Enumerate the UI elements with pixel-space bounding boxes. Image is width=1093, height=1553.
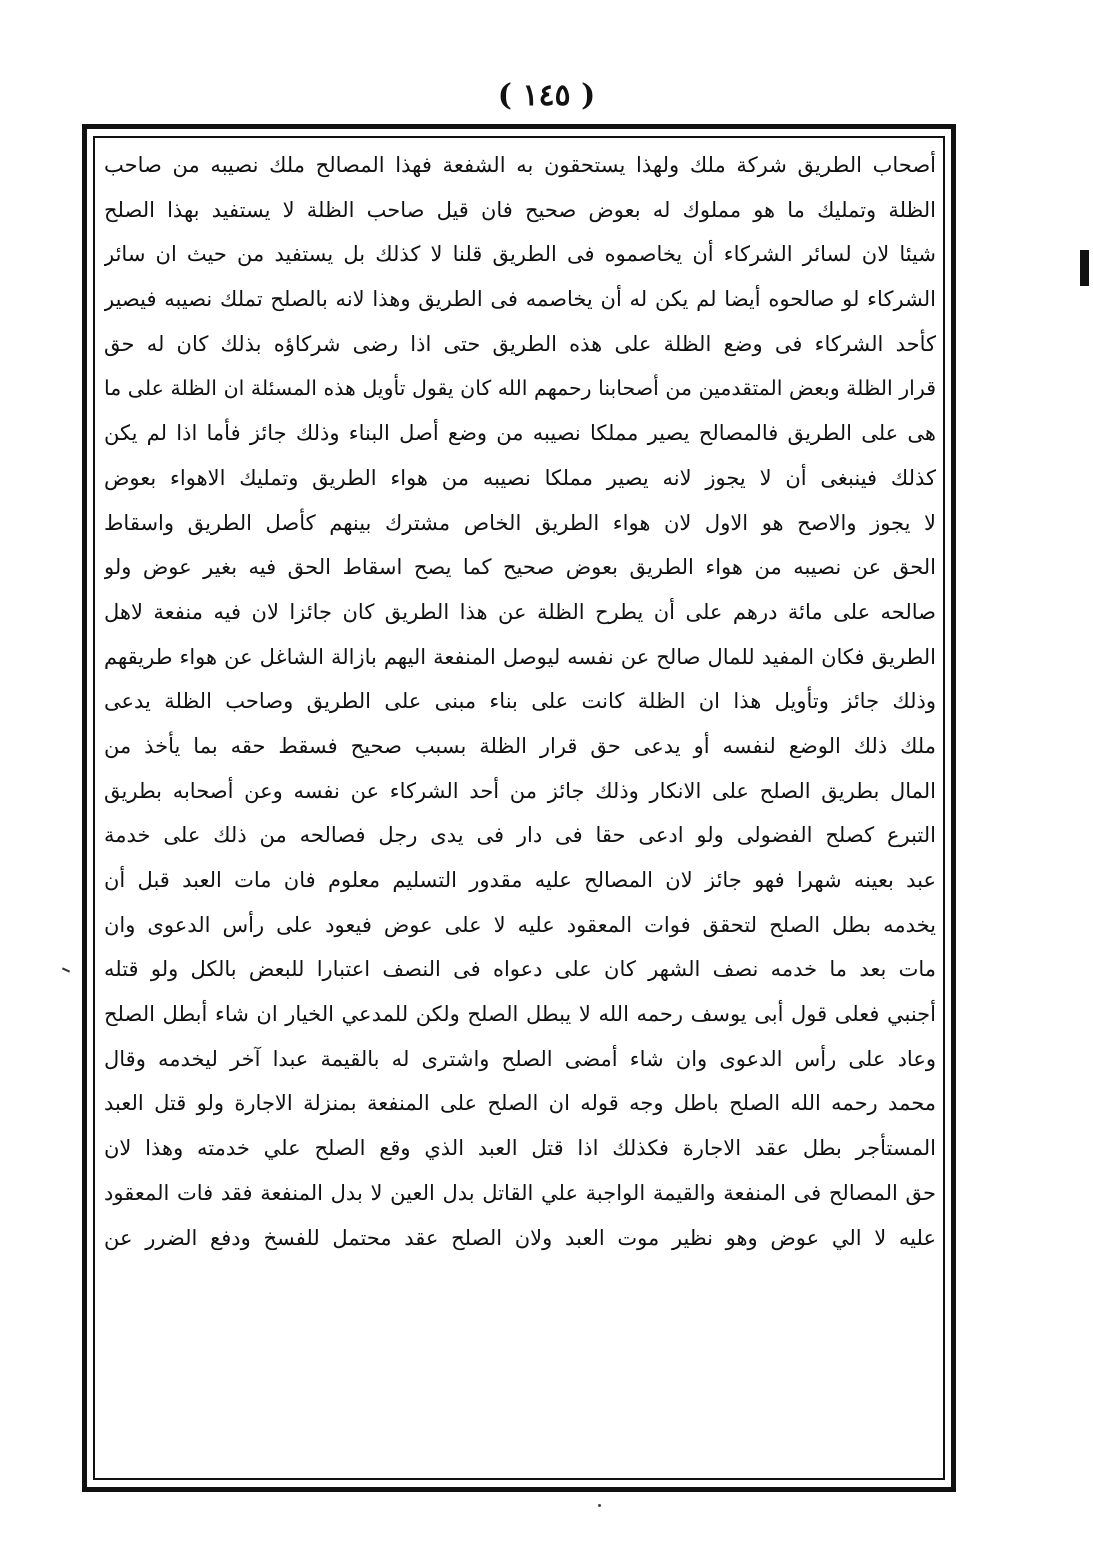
text-line: الطريق فكان المفيد للمال صالح عن نفسه ليوصل المنفعة اليهم بازالة الشاغل عن هواء طريقهم xyxy=(104,644,936,669)
text-line: عليه لا الي عوض وهو نظير موت العبد ولان الصلح عقد محتمل للفسخ ودفع الضرر عن xyxy=(104,1225,936,1250)
text-line: الظلة وتمليك ما هو مملوك له بعوض صحيح فان قيل صاحب الظلة لا يستفيد بهذا الصلح xyxy=(104,197,936,222)
text-line: المال بطريق الصلح على الانكار وذلك جائز من أحد الشركاء عن نفسه وعن أصحابه بطريق xyxy=(104,778,936,803)
text-line: شيئا لان لسائر الشركاء أن يخاصموه فى الطريق قلنا لا كذلك بل يستفيد من حيث ان سائر xyxy=(104,242,936,267)
text-line: صالحه على مائة درهم على أن يطرح الظلة عن هذا الطريق كان جائزا لان فيه منفعة لاهل xyxy=(104,599,936,624)
text-line: الشركاء لو صالحوه أيضا لم يكن له أن يخاصمه فى الطريق وهذا لانه بالصلح تملك نصيبه فيصير xyxy=(104,287,936,312)
text-line: مات بعد ما خدمه نصف الشهر كان على دعواه فى النصف اعتبارا للبعض بالكل ولو قتله xyxy=(104,957,936,982)
text-line: ملك ذلك الوضع لنفسه أو يدعى حق قرار الظلة بسبب صحيح فسقط حقه بما يأخذ من xyxy=(104,733,936,758)
text-line: يخدمه بطل الصلح لتحقق فوات المعقود عليه لا على عوض فيعود على رأس الدعوى وان xyxy=(104,912,936,937)
text-line: المستأجر بطل عقد الاجارة فكذلك اذا قتل العبد الذي وقع الصلح علي خدمته وهذا لان xyxy=(104,1136,936,1161)
text-line: كأحد الشركاء فى وضع الظلة على هذه الطريق حتى اذا رضى شركاؤه بذلك كان له حق xyxy=(104,331,936,356)
text-line: الحق عن نصيبه من هواء الطريق بعوض صحيح كما يصح اسقاط الحق فيه بغير عوض ولو xyxy=(104,555,936,580)
text-line: أجنبي فعلى قول أبى يوسف رحمه الله لا يبطل الصلح ولكن للمدعي الخيار ان شاء أبطل الصلح xyxy=(104,1002,936,1027)
text-line: التبرع كصلح الفضولى ولو ادعى حقا فى دار فى يدى رجل فصالحه من ذلك على خدمة xyxy=(104,823,936,848)
text-line: قرار الظلة وبعض المتقدمين من أصحابنا رحمهم الله كان يقول تأويل هذه المسئلة ان الظلة على ما xyxy=(104,376,936,401)
text-line: كذلك فينبغى أن لا يجوز لانه يصير مملكا نصيبه من هواء الطريق وتمليك الاهواء بعوض xyxy=(104,465,936,490)
text-line: محمد رحمه الله الصلح باطل وجه قوله ان الصلح على المنفعة بمنزلة الاجارة ولو قتل العبد xyxy=(104,1091,936,1116)
text-line: عبد بعينه شهرا فهو جائز لان المصالح عليه مقدور التسليم معلوم فان مات العبد قبل أن xyxy=(104,868,936,892)
stray-ink-dot xyxy=(598,1504,601,1507)
margin-ink-mark xyxy=(1080,250,1089,286)
text-line: أصحاب الطريق شركة ملك ولهذا يستحقون به الشفعة فهذا المصالح ملك نصيبه من صاحب xyxy=(104,153,936,177)
text-line: حق المصالح فى المنفعة والقيمة الواجبة علي القاتل بدل العين لا بدل المنفعة فقد فات المعقود xyxy=(104,1180,936,1205)
stray-ink-mark xyxy=(62,967,70,972)
page-number: ( ١٤٥ ) xyxy=(497,78,596,113)
text-line: وذلك جائز وتأويل هذا ان الظلة كانت على بناء مبنى على الطريق وصاحب الظلة يدعى xyxy=(104,689,936,714)
text-line: وعاد على رأس الدعوى وان شاء أمضى الصلح واشترى له بالقيمة عبدا آخر ليخدمه وقال xyxy=(104,1046,936,1071)
text-line: هى على الطريق فالمصالح يصير مملكا نصيبه من وضع أصل البناء وذلك جائز فأما اذا لم يكن xyxy=(104,421,936,446)
body-text xyxy=(104,143,936,1260)
text-line: لا يجوز والاصح هو الاول لان هواء الطريق الخاص مشترك بينهم كأصل الطريق واسقاط xyxy=(104,510,936,535)
